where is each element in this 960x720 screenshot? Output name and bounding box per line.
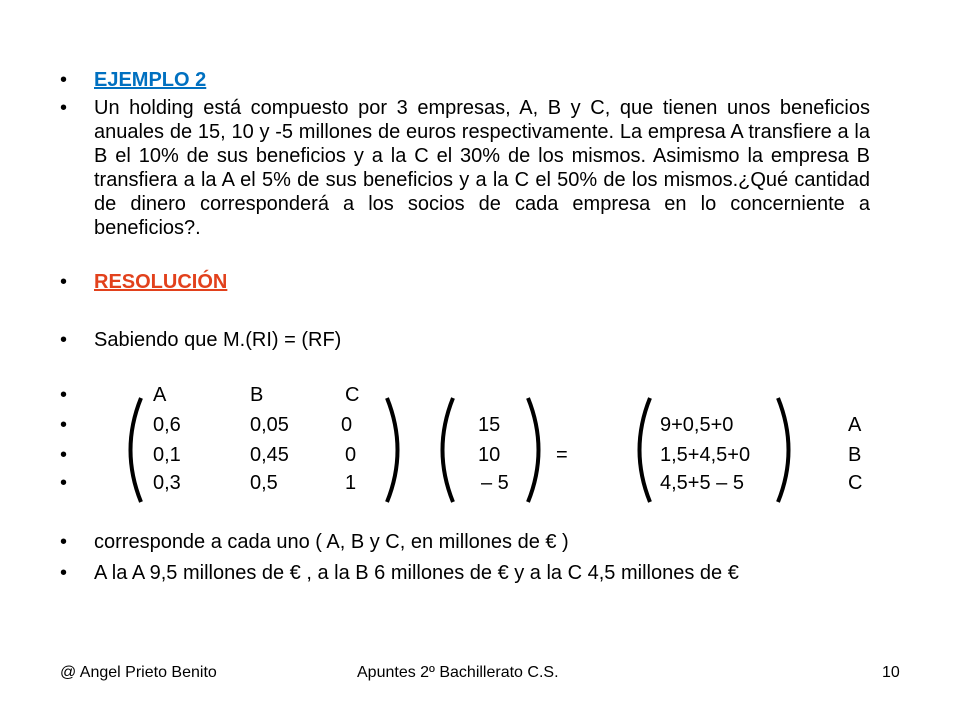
matrix-cell: 0,3	[153, 472, 181, 494]
bullet: •	[60, 531, 68, 553]
bullet: •	[60, 271, 68, 293]
matrix-cell: 0,1	[153, 444, 181, 466]
bullet: •	[60, 562, 68, 584]
example-heading: EJEMPLO 2	[94, 69, 207, 91]
bullet: •	[60, 69, 68, 91]
result-label: C	[848, 472, 863, 494]
bullet: •	[60, 384, 68, 406]
equation-intro: Sabiendo que M.(RI) = (RF)	[94, 329, 342, 351]
matrix-cell: 0	[341, 414, 353, 436]
footer-page-number: 10	[882, 664, 900, 681]
vector-cell: 15	[478, 414, 501, 436]
vector-cell: – 5	[481, 472, 509, 494]
matrix-cell: 0,45	[250, 444, 289, 466]
matrix-header-b: B	[250, 384, 264, 406]
conclusion-line-1: corresponde a cada uno ( A, B y C, en millones de € )	[94, 531, 569, 553]
matrix-cell: 0,05	[250, 414, 289, 436]
vector-right-paren	[523, 395, 553, 505]
result-label: A	[848, 414, 862, 436]
vector-left-paren	[428, 395, 458, 505]
footer-author: @ Angel Prieto Benito	[60, 664, 217, 681]
matrix-cell: 0	[345, 444, 357, 466]
result-cell: 9+0,5+0	[660, 414, 734, 436]
resolution-heading: RESOLUCIÓN	[94, 271, 228, 293]
bullet: •	[60, 444, 68, 466]
bullet: •	[60, 329, 68, 351]
matrix-cell: 1	[345, 472, 357, 494]
matrix-right-paren	[382, 395, 412, 505]
result-cell: 4,5+5 – 5	[660, 472, 744, 494]
problem-statement: Un holding está compuesto por 3 empresas, A, B y C, que tienen unos beneficios anuales de 15, 10 y -5 millones de euros respectivamente. La empresa A transfiere a la B el 10% de sus beneficios y a la C el 30% de los mismos. Asimismo la empresa B transfiera a la A el 5% de sus beneficios y a la C el 50% de los mismos.¿Qué cantidad de dinero corresponderá a los socios de cada empresa en lo concerniente a beneficios?.	[94, 97, 870, 239]
result-right-paren	[773, 395, 803, 505]
equals-sign: =	[556, 444, 568, 466]
matrix-cell: 0,6	[153, 414, 181, 436]
matrix-header-c: C	[345, 384, 360, 406]
matrix-left-paren	[116, 395, 146, 505]
matrix-cell: 0,5	[250, 472, 278, 494]
result-left-paren	[625, 395, 655, 505]
footer-course: Apuntes 2º Bachillerato C.S.	[357, 664, 559, 681]
conclusion-line-2: A la A 9,5 millones de € , a la B 6 millones de € y a la C 4,5 millones de €	[94, 562, 739, 584]
bullet: •	[60, 414, 68, 436]
result-label: B	[848, 444, 862, 466]
bullet: •	[60, 97, 68, 119]
result-cell: 1,5+4,5+0	[660, 444, 751, 466]
matrix-header-a: A	[153, 384, 167, 406]
bullet: •	[60, 472, 68, 494]
vector-cell: 10	[478, 444, 501, 466]
